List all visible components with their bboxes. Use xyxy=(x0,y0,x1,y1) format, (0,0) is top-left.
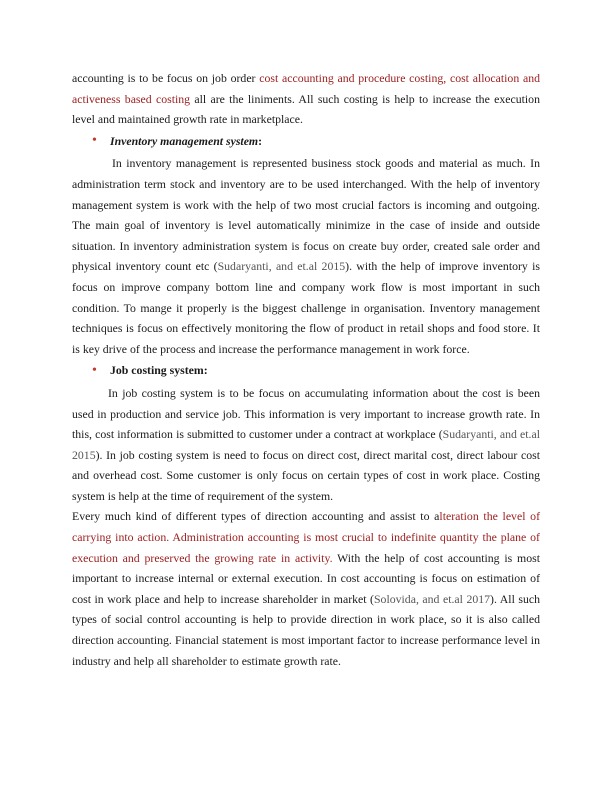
document-page xyxy=(72,68,540,671)
paragraph-job-costing: In job costing system is to be focus on accumulating information about the cost is been used in production and service job. This information is very important to increase growth rate. In this, cost information is submitted to customer under a contract at workplace (Sudaryanti, and et.al 2015). In job costing system is need to focus on direct cost, direct marital cost, direct labour cost and overhead cost. Some customer is only focus on certain types of cost in work place. Costing system is help at the time of requirement of the system. xyxy=(72,385,540,503)
bullet-inventory-management: • Inventory management system : xyxy=(92,131,540,152)
bullet-job-costing xyxy=(92,360,540,381)
paragraph-direction-accounting: Every much kind of different types of direction accounting and assist to alteration the level of carrying into action. Administration accounting is most crucial to indefinite quantity the plane of execution and preserved the growing rate in activity. With the help of cost accounting is most important to increase internal or external execution. In cost accounting is focus on estimation of cost in work place and help to increase shareholder in market (Solovida, and et.al 2017). All such types of social control accounting is help to provide direction in work place, so it is also called direction accounting. Financial statement is most important factor to increase performance level in industry and help all shareholder to estimate growth rate. xyxy=(72,509,540,668)
highlighted-text: lteration the level of carrying into action. Administration accounting is most crucial to indefinite quantity the plane of execution and preserved the growing rate in activity. xyxy=(72,509,540,565)
section-heading: Inventory management system xyxy=(110,133,259,148)
paragraph-costing-intro: accounting is to be focus on job order cost accounting and procedure costing, cost allocation and activeness based costing all are the liniments. All such costing is help to increase the execution level and maintained growth rate in marketplace. xyxy=(72,71,540,127)
bullet-icon: • xyxy=(92,362,97,378)
bullet-icon: • xyxy=(92,133,97,149)
citation: Sudaryanti, and et.al 2015 xyxy=(72,427,540,462)
highlighted-text: cost accounting and procedure costing, cost allocation and activeness based costing xyxy=(72,71,540,106)
section-heading: Job costing system: xyxy=(110,363,208,378)
paragraph-inventory: In inventory management is represented business stock goods and material as much. In administration term stock and inventory are to be used interchanged. With the help of inventory management system is work with the help of two most crucial factors is incoming and outgoing. The main goal of inventory is level automatically minimize in the case of inside and outside situation. In inventory administration system is focus on create buy order, created sale order and physical inventory count etc (Sudaryanti, and et.al 2015). with the help of improve inventory is focus on improve company bottom line and company work flow is most important in such condition. To mange it properly is the biggest challenge in organisation. Inventory management techniques is focus on effectively monitoring the flow of product in retail shops and food store. It is key drive of the process and increase the performance management in work force. xyxy=(72,156,540,356)
citation: Solovida, and et.al 2017 xyxy=(374,591,491,606)
citation: Sudaryanti, and et.al 2015 xyxy=(217,259,346,274)
